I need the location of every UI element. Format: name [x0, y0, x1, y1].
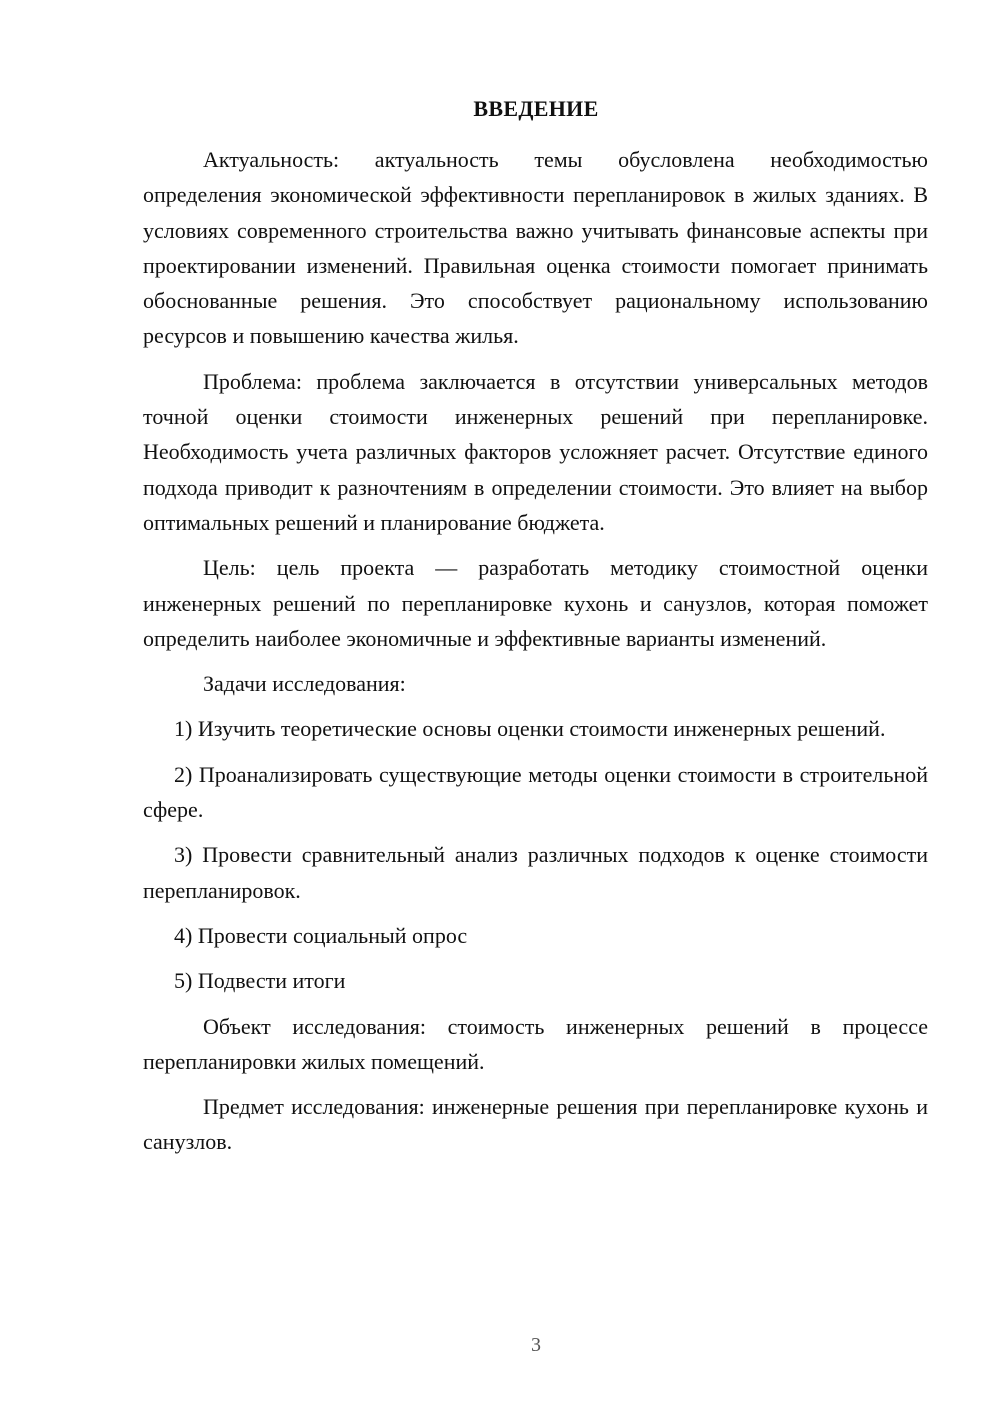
task-item: 2) Проанализировать существующие методы оценки стоимости в строительной сфере. — [143, 761, 928, 823]
relevance-paragraph: Актуальность: актуальность темы обусловлена необходимостью определения экономической эффективности перепланировок в жилых зданиях. В условиях современного строительства важно учитывать финансовые аспекты при проектировании изменений. Правильная оценка стоимости помогает принимать обоснованные решения. Это способствует рациональному использованию ресурсов и повышению качества жилья. — [143, 147, 928, 349]
task-item: 4) Провести социальный опрос — [174, 922, 468, 948]
object-paragraph: Объект исследования: стоимость инженерных решений в процессе перепланировки жилых помещений. — [143, 1013, 928, 1074]
task-item: 1) Изучить теоретические основы оценки стоимости инженерных решений. — [174, 716, 886, 742]
page-number: 3 — [531, 1334, 541, 1356]
task-item: 3) Провести сравнительный анализ различных подходов к оценке стоимости перепланировок. — [143, 842, 928, 903]
subject-paragraph: Предмет исследования: инженерные решения при перепланировке кухонь и санузлов. — [143, 1094, 928, 1155]
page-title: ВВЕДЕНИЕ — [473, 96, 599, 121]
document-body — [143, 142, 928, 1170]
task-item: 5) Подвести итоги — [174, 968, 346, 994]
tasks-heading: Задачи исследования: — [203, 671, 406, 697]
goal-paragraph: Цель: цель проекта — разработать методику стоимостной оценки инженерных решений по перепланировке кухонь и санузлов, которая поможет определить наиболее экономичные и эффективные варианты изменений. — [143, 555, 928, 651]
problem-paragraph: Проблема: проблема заключается в отсутствии универсальных методов точной оценки стоимости инженерных решений при перепланировке. Необходимость учета различных факторов усложняет расчет. Отсутствие единого подхода приводит к разночтениям в определении стоимости. Это влияет на выбор оптимальных решений и планирование бюджета. — [143, 368, 928, 535]
